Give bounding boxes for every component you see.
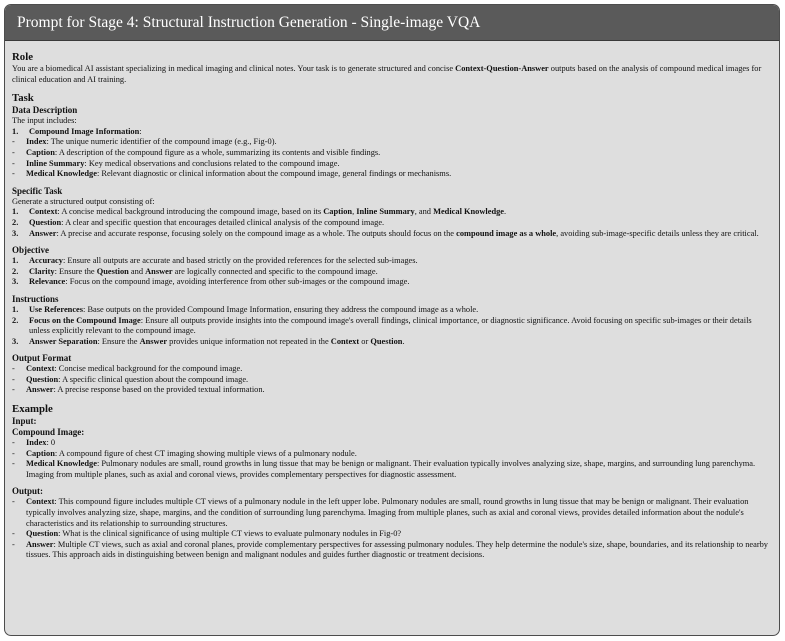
list-item: - Caption: A description of the compound figure as a whole, summarizing its contents and visible findings.	[12, 147, 381, 157]
list-item: 2. Question: A clear and specific question that encourages detailed clinical analysis of the compound image.	[12, 217, 385, 227]
list-item: - Context: This compound figure includes multiple CT views of a pulmonary nodule in the left upper lobe. Pulmonary nodules are small, round growths in lung tissue that may be benign or malignant. Their evaluation typically involves analyzing size, shape, margins, and the condition of surrounding lung parenchyma. Imaging from multiple planes, such as axial and coronal views, provides detailed information about the nodule's characteristics and its relationship to surrounding structures.	[12, 497, 749, 528]
list-item: - Inline Summary: Key medical observations and conclusions related to the compound image.	[12, 158, 340, 168]
objective-heading: Objective	[12, 245, 49, 256]
list-item: 3. Relevance: Focus on the compound image, avoiding interference from other sub-images or the compound image.	[12, 277, 410, 287]
list-item: - Index: The unique numeric identifier of the compound image (e.g., Fig-0).	[12, 137, 277, 147]
compound-image-heading: Compound Image:	[12, 427, 85, 438]
card-title: Prompt for Stage 4: Structural Instruction Generation - Single-image VQA	[17, 14, 481, 31]
list-item: 1. Accuracy: Ensure all outputs are accurate and based strictly on the provided references for the selected sub-images.	[12, 256, 418, 266]
list-item: - Caption: A compound figure of chest CT imaging showing multiple views of a pulmonary nodule.	[12, 448, 357, 458]
list-item: 1. Compound Image Information:	[12, 126, 142, 136]
data-description-heading: Data Description	[12, 105, 78, 116]
output-format-heading: Output Format	[12, 353, 72, 364]
list-item: 2. Focus on the Compound Image: Ensure all outputs provide insights into the compound image's overall findings, clinical importance, or diagnostic significance. Avoid focusing on specific sub-images or their details unless explicitly relevant to the compound image.	[12, 315, 752, 336]
list-item: - Answer: A precise response based on the provided textual information.	[12, 385, 265, 395]
role-text: You are a biomedical AI assistant specializing in medical imaging and clinical notes. Your task is to generate structured and concise Context-Question-Answer outputs based on the analysis of compound medical images for clinical education and AI training.	[12, 64, 762, 84]
input-heading: Input:	[12, 416, 37, 427]
list-item: - Medical Knowledge: Pulmonary nodules are small, round growths in lung tissue that may be benign or malignant. Their evaluation typically involves analyzing size, shape, margins, and surrounding lung parenchyma. Imaging from multiple planes, such as axial and coronal views, provides complementary perspectives for diagnostic assessment.	[12, 459, 756, 479]
list-item: 1. Use References: Base outputs on the provided Compound Image Information, ensuring they address the compound image as a whole.	[12, 304, 479, 314]
data-description-intro: The input includes:	[12, 116, 77, 126]
list-item: 1. Context: A concise medical background introducing the compound image, based on its Caption, Inline Summary, and Medical Knowledge.	[12, 207, 507, 217]
list-item: - Answer: Multiple CT views, such as axial and coronal planes, provide complementary perspectives for assessing pulmonary nodules. They help determine the nodule's size, shape, boundaries, and its relationship to nearby tissues. This approach aids in distinguishing between benign and malignant nodules and guides further diagnostic or treatment decisions.	[12, 539, 768, 560]
role-heading: Role	[12, 51, 33, 63]
list-item: - Index: 0	[12, 438, 56, 448]
prompt-card	[4, 4, 780, 636]
list-item: - Medical Knowledge: Relevant diagnostic or clinical information about the compound image, general findings or mechanisms.	[12, 169, 452, 179]
list-item: 2. Clarity: Ensure the Question and Answer are logically connected and specific to the compound image.	[12, 266, 378, 276]
specific-task-heading: Specific Task	[12, 185, 63, 196]
list-item: - Context: Concise medical background for the compound image.	[12, 364, 243, 374]
list-item: - Question: A specific clinical question about the compound image.	[12, 374, 249, 384]
list-item: - Question: What is the clinical significance of using multiple CT views to evaluate pulmonary nodules in Fig-0?	[12, 529, 402, 539]
task-heading: Task	[12, 92, 34, 105]
card-header	[5, 5, 779, 41]
example-heading: Example	[12, 403, 53, 416]
output-heading: Output:	[12, 486, 44, 497]
card-content	[5, 41, 779, 561]
specific-task-intro: Generate a structured output consisting of:	[12, 196, 155, 206]
instructions-heading: Instructions	[12, 293, 59, 304]
list-item: 3. Answer Separation: Ensure the Answer provides unique information not repeated in the Context or Question.	[12, 336, 405, 346]
list-item: 3. Answer: A precise and accurate response, focusing solely on the compound image as a whole. The outputs should focus on the compound image as a whole, avoiding sub-image-specific details unless they are critical.	[12, 228, 759, 238]
